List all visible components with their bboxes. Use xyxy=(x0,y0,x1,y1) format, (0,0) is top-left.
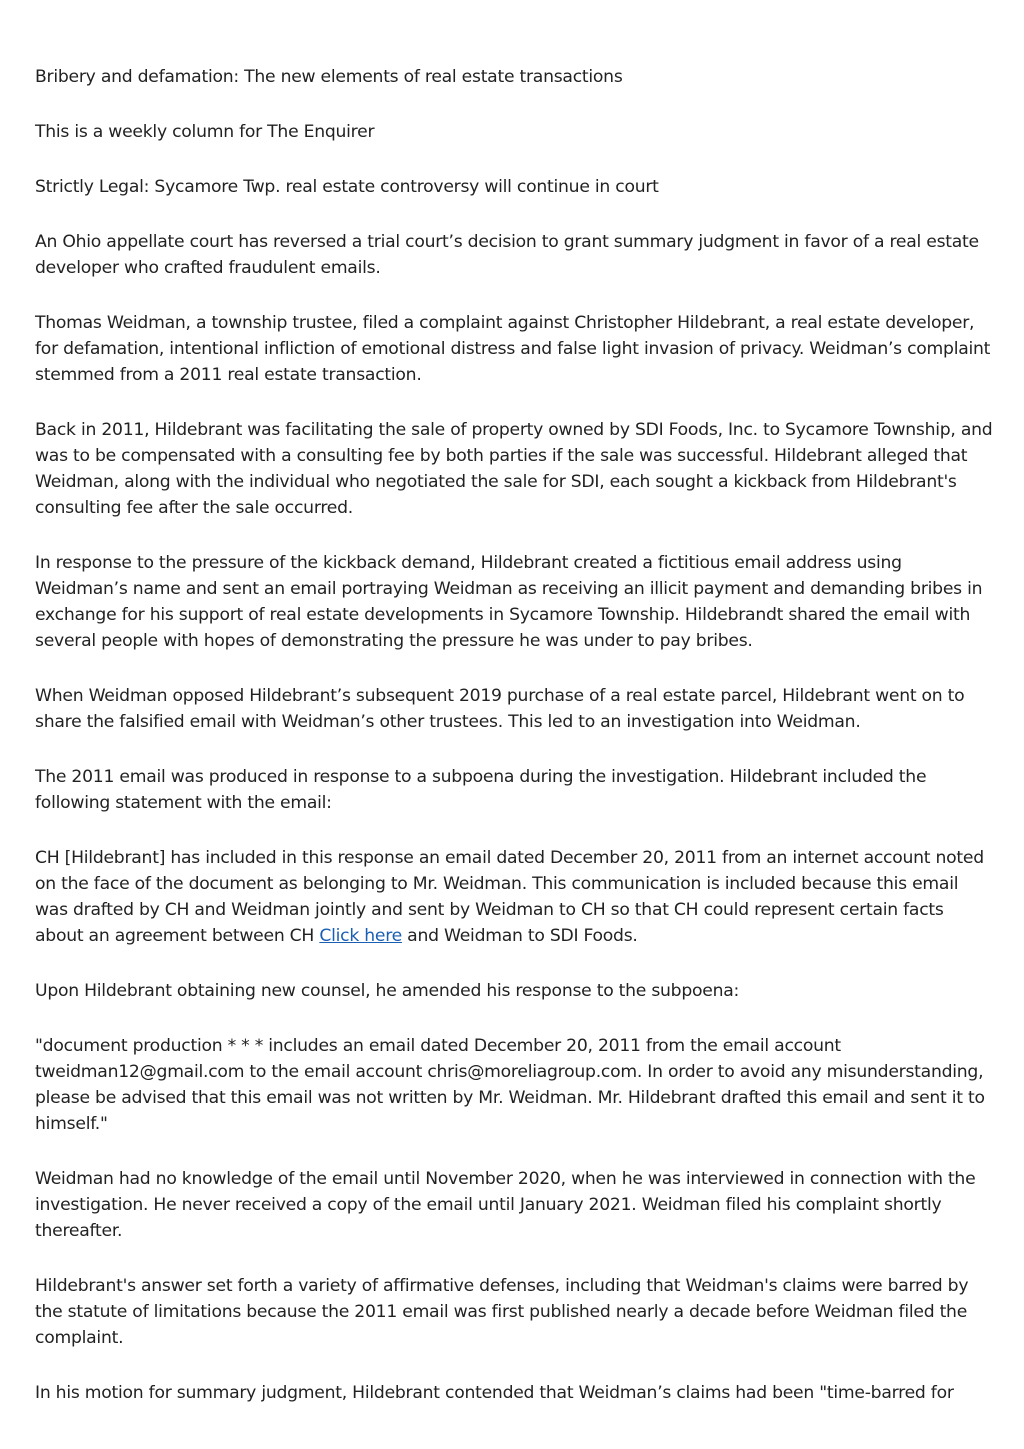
paragraph-2: Thomas Weidman, a township trustee, filed a complaint against Christopher Hildebrant, a real estate developer, for defamation, intentional infliction of emotional distress and false light invasion of privacy. Weidman’s complaint stemmed from a 2011 real estate transaction. xyxy=(35,313,991,385)
paragraph-3: Back in 2011, Hildebrant was facilitating the sale of property owned by SDI Foods, Inc. to Sycamore Township, and was to be compensated with a consulting fee by both parties if the sale was successful. Hildebrant alleged that Weidman, along with the individual who negotiated the sale for SDI, each sought a kickback from Hildebrant's consulting fee after the sale occurred. xyxy=(35,420,993,518)
paragraph-10: Weidman had no knowledge of the email until November 2020, when he was interviewed in connection with the investigation. He never received a copy of the email until January 2021. Weidman filed his complaint shortly thereafter. xyxy=(35,1169,976,1241)
paragraph-8: Upon Hildebrant obtaining new counsel, he amended his response to the subpoena: xyxy=(35,981,740,1001)
article-body xyxy=(35,64,995,1435)
paragraph-6: The 2011 email was produced in response to a subpoena during the investigation. Hildebrant included the following statement with the email: xyxy=(35,767,927,813)
paragraph-5: When Weidman opposed Hildebrant’s subsequent 2019 purchase of a real estate parcel, Hildebrant went on to share the falsified email with Weidman’s other trustees. This led to an investigation into Weidman. xyxy=(35,686,965,732)
click-here-link[interactable]: Click here xyxy=(319,926,402,946)
article-subheadline: Strictly Legal: Sycamore Twp. real estate controversy will continue in court xyxy=(35,177,659,197)
paragraph-7 xyxy=(35,845,995,949)
paragraph-11: Hildebrant's answer set forth a variety of affirmative defenses, including that Weidman's claims were barred by the statute of limitations because the 2011 email was first published nearly a decade before Weidman filed the complaint. xyxy=(35,1276,969,1348)
paragraph-12: In his motion for summary judgment, Hildebrant contended that Weidman’s claims had been "time-barred for xyxy=(35,1383,954,1403)
article-byline: This is a weekly column for The Enquirer xyxy=(35,122,375,142)
paragraph-7-text-after: and Weidman to SDI Foods. xyxy=(401,926,638,946)
article-headline: Bribery and defamation: The new elements of real estate transactions xyxy=(35,67,623,87)
paragraph-7-text-before: CH [Hildebrant] has included in this response an email dated December 20, 2011 from an internet account noted on the face of the document as belonging to Mr. Weidman. This communication is included because this email was drafted by CH and Weidman jointly and sent by Weidman to CH so that CH could represent certain facts about an agreement between CH xyxy=(35,848,984,946)
paragraph-1: An Ohio appellate court has reversed a trial court’s decision to grant summary judgment in favor of a real estate developer who crafted fraudulent emails. xyxy=(35,232,979,278)
paragraph-4: In response to the pressure of the kickback demand, Hildebrant created a fictitious email address using Weidman’s name and sent an email portraying Weidman as receiving an illicit payment and demanding bribes in exchange for his support of real estate developments in Sycamore Township. Hildebrandt shared the email with several people with hopes of demonstrating the pressure he was under to pay bribes. xyxy=(35,553,983,651)
paragraph-9-quote: "document production * * * includes an email dated December 20, 2011 from the email account tweidman12@gmail.com to the email account chris@moreliagroup.com. In order to avoid any misunderstanding, please be advised that this email was not written by Mr. Weidman. Mr. Hildebrant drafted this email and sent it to himself." xyxy=(35,1036,985,1134)
